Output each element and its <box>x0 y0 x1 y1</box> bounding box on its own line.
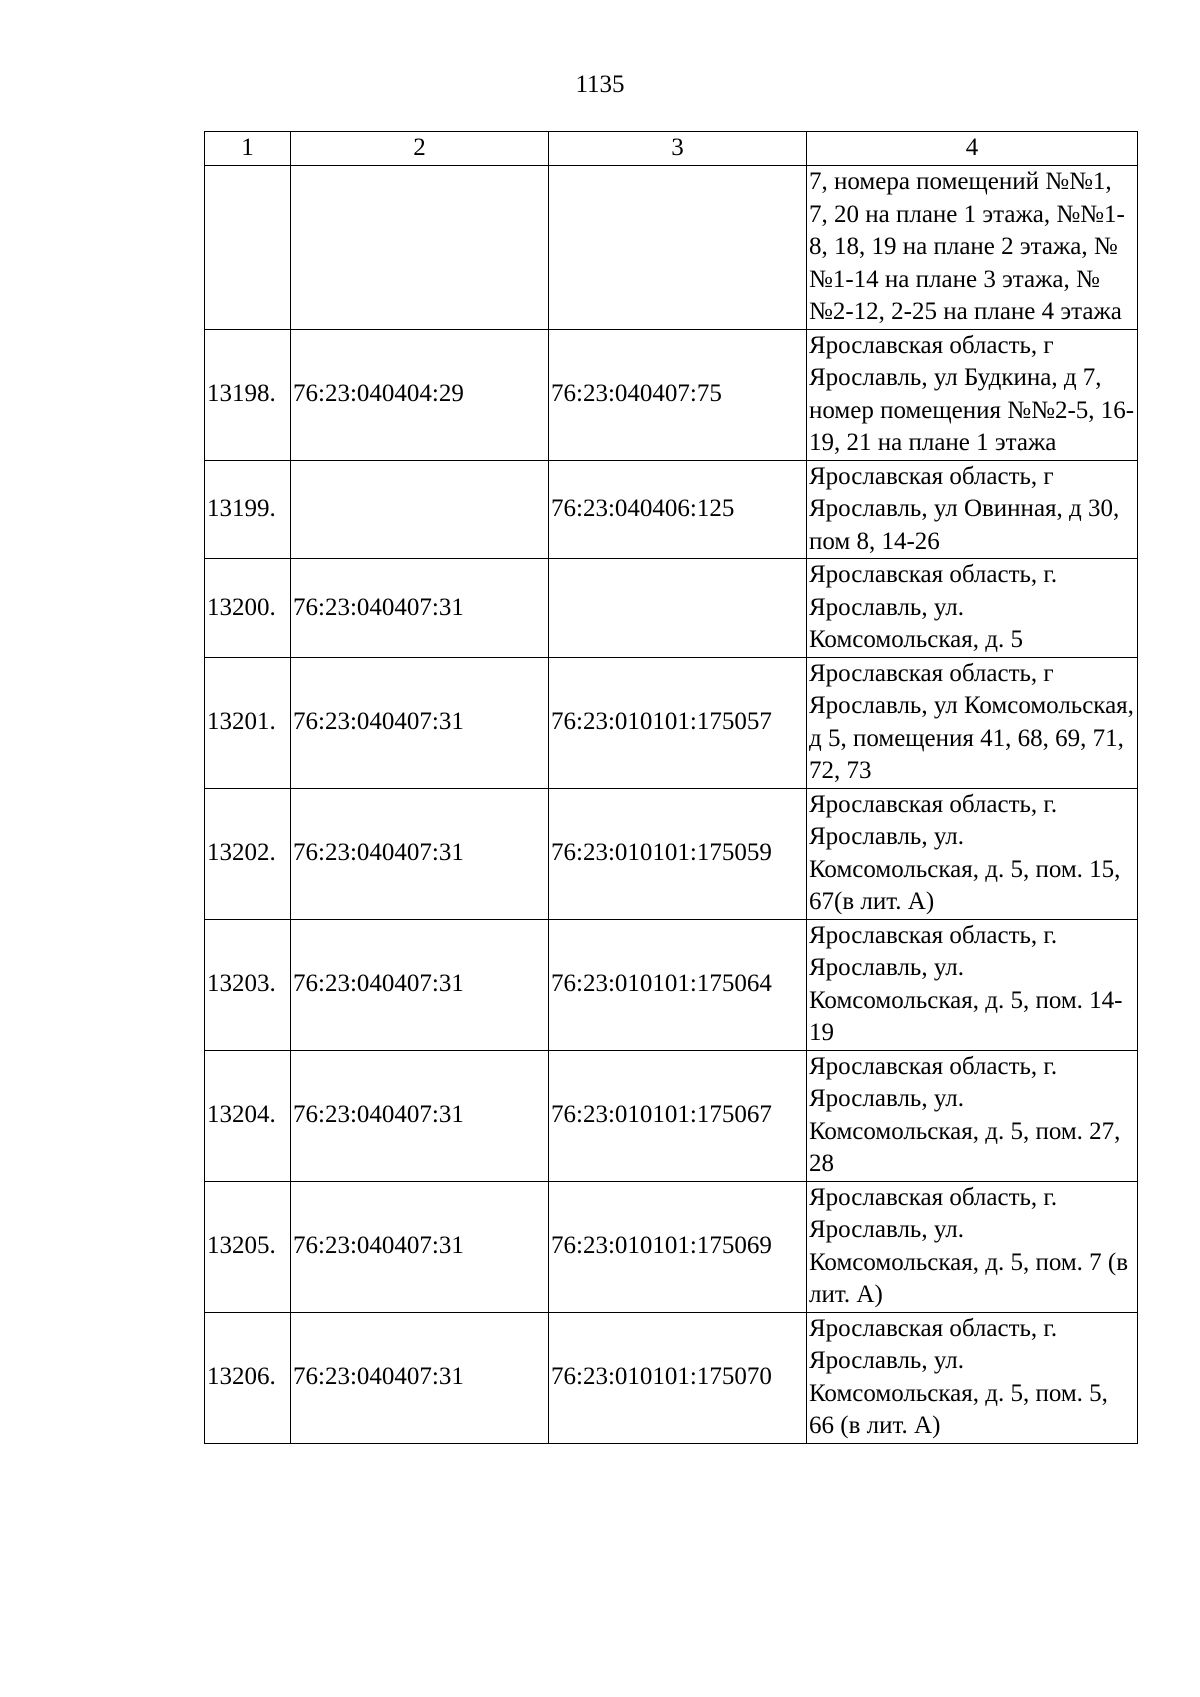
row-number: 13205. <box>205 1181 291 1312</box>
row-number: 13200. <box>205 559 291 658</box>
table-row <box>205 329 1138 460</box>
address-cell: Ярославская область, г. Ярославль, ул. Комсомольская, д. 5 <box>807 559 1138 658</box>
cadastral-number-land: 76:23:040407:31 <box>291 788 549 919</box>
cadastral-number-object: 76:23:040406:125 <box>549 460 807 559</box>
column-header-4: 4 <box>807 132 1138 166</box>
table-row <box>205 1312 1138 1443</box>
table-row <box>205 460 1138 559</box>
address-cell: Ярославская область, г. Ярославль, ул. Комсомольская, д. 5, пом. 14-19 <box>807 919 1138 1050</box>
row-number: 13199. <box>205 460 291 559</box>
cadastral-number-object: 76:23:010101:175070 <box>549 1312 807 1443</box>
cadastral-number-object: 76:23:010101:175067 <box>549 1050 807 1181</box>
table-row <box>205 166 1138 330</box>
cadastral-number-land: 76:23:040404:29 <box>291 329 549 460</box>
address-cell: Ярославская область, г. Ярославль, ул. Комсомольская, д. 5, пом. 27, 28 <box>807 1050 1138 1181</box>
address-cell: Ярославская область, г. Ярославль, ул. Комсомольская, д. 5, пом. 5, 66 (в лит. А) <box>807 1312 1138 1443</box>
cadastral-number-object: 76:23:010101:175057 <box>549 657 807 788</box>
column-header-3: 3 <box>549 132 807 166</box>
cadastral-number-land: 76:23:040407:31 <box>291 1181 549 1312</box>
cadastral-number-object: 76:23:010101:175064 <box>549 919 807 1050</box>
row-number: 13201. <box>205 657 291 788</box>
address-cell: Ярославская область, г. Ярославль, ул. Комсомольская, д. 5, пом. 7 (в лит. А) <box>807 1181 1138 1312</box>
table-row <box>205 559 1138 658</box>
registry-table <box>204 131 1138 1444</box>
column-header-1: 1 <box>205 132 291 166</box>
page-number: 1135 <box>575 71 625 98</box>
cadastral-number-object: 76:23:010101:175059 <box>549 788 807 919</box>
address-cell: Ярославская область, г Ярославль, ул Будкина, д 7, номер помещения №№2-5, 16-19, 21 на плане 1 этажа <box>807 329 1138 460</box>
cadastral-number-land <box>291 460 549 559</box>
cadastral-number-land <box>291 166 549 330</box>
address-cell: Ярославская область, г Ярославль, ул Комсомольская, д 5, помещения 41, 68, 69, 71, 72, 73 <box>807 657 1138 788</box>
cadastral-number-object: 76:23:010101:175069 <box>549 1181 807 1312</box>
cadastral-number-object <box>549 166 807 330</box>
cadastral-number-land: 76:23:040407:31 <box>291 919 549 1050</box>
address-cell: 7, номера помещений №№1, 7, 20 на плане 1 этажа, №№1-8, 18, 19 на плане 2 этажа, №№1-14 на плане 3 этажа, №№2-12, 2-25 на плане 4 этажа <box>807 166 1138 330</box>
table-header-row <box>205 132 1138 166</box>
row-number <box>205 166 291 330</box>
table-row <box>205 919 1138 1050</box>
row-number: 13203. <box>205 919 291 1050</box>
row-number: 13198. <box>205 329 291 460</box>
cadastral-number-land: 76:23:040407:31 <box>291 657 549 788</box>
table-row <box>205 788 1138 919</box>
column-header-2: 2 <box>291 132 549 166</box>
address-cell: Ярославская область, г Ярославль, ул Овинная, д 30, пом 8, 14-26 <box>807 460 1138 559</box>
cadastral-number-land: 76:23:040407:31 <box>291 1312 549 1443</box>
row-number: 13202. <box>205 788 291 919</box>
table-row <box>205 1181 1138 1312</box>
cadastral-number-object: 76:23:040407:75 <box>549 329 807 460</box>
table-row <box>205 1050 1138 1181</box>
row-number: 13204. <box>205 1050 291 1181</box>
row-number: 13206. <box>205 1312 291 1443</box>
table-row <box>205 657 1138 788</box>
cadastral-number-land: 76:23:040407:31 <box>291 1050 549 1181</box>
cadastral-number-land: 76:23:040407:31 <box>291 559 549 658</box>
address-cell: Ярославская область, г. Ярославль, ул. Комсомольская, д. 5, пом. 15, 67(в лит. А) <box>807 788 1138 919</box>
cadastral-number-object <box>549 559 807 658</box>
